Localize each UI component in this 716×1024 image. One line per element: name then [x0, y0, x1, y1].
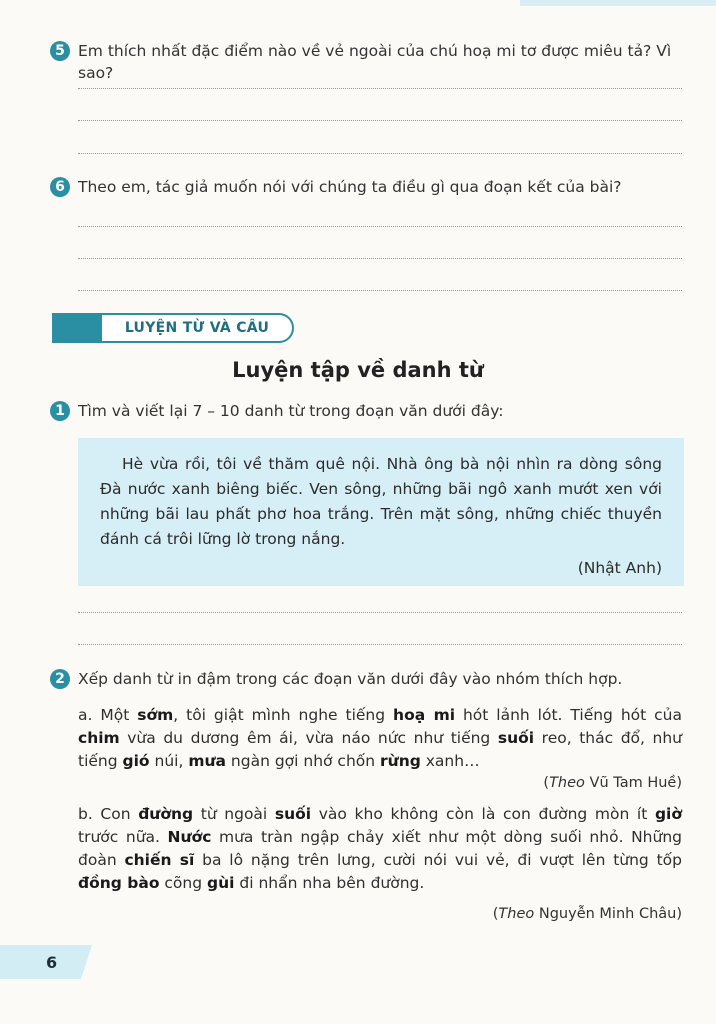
bold-noun: rừng [380, 752, 421, 770]
answer-line[interactable] [78, 153, 682, 154]
bold-noun: chim [78, 729, 120, 747]
bold-noun: Nước [167, 828, 212, 846]
question-6 [50, 176, 686, 198]
section-banner [52, 313, 296, 343]
question-6-number-badge: 6 [50, 177, 70, 197]
passage-author: (Nhật Anh) [577, 559, 662, 577]
answer-line[interactable] [78, 226, 682, 227]
paragraph-b-source: (Theo Nguyễn Minh Châu) [492, 906, 682, 922]
answer-line[interactable] [78, 290, 682, 291]
bold-noun: hoạ mi [393, 706, 456, 724]
question-5-number-badge: 5 [50, 41, 70, 61]
section-banner-accent [52, 313, 102, 343]
question-6-text: Theo em, tác giả muốn nói với chúng ta điều gì qua đoạn kết của bài? [78, 178, 622, 196]
paragraph-a-source: (Theo Vũ Tam Huề) [543, 775, 682, 791]
bold-noun: chiến sĩ [124, 851, 195, 869]
answer-line[interactable] [78, 644, 682, 645]
question-5 [50, 40, 686, 84]
page-number: 6 [46, 953, 58, 972]
answer-line[interactable] [78, 120, 682, 121]
exercise-1-number-badge: 1 [50, 401, 70, 421]
answer-line[interactable] [78, 258, 682, 259]
lesson-title: Luyện tập về danh từ [232, 358, 484, 382]
exercise-1-text: Tìm và viết lại 7 – 10 danh từ trong đoạn văn dưới đây: [78, 402, 504, 420]
bold-noun: đường [138, 805, 194, 823]
question-5-text: Em thích nhất đặc điểm nào về vẻ ngoài của chú hoạ mi tơ được miêu tả? Vì sao? [78, 42, 672, 82]
exercise-2-number-badge: 2 [50, 669, 70, 689]
top-decor-bar [520, 0, 716, 6]
paragraph-b: b. Con đường từ ngoài suối vào kho không còn là con đường mòn ít giờ trước nữa. Nước mưa tràn ngập chảy xiết như một dòng suối nhỏ. Những đoàn chiến sĩ ba lô nặng trên lưng, cười nói vui vẻ, đi vượt lên từng tốp đồng bào cõng gùi đi nhẩn nha bên đường. [78, 805, 683, 892]
bold-noun: sớm [137, 706, 174, 724]
passage-text: Hè vừa rồi, tôi về thăm quê nội. Nhà ông bà nội nhìn ra dòng sông Đà nước xanh biêng biếc. Ven sông, những bãi ngô xanh mướt xen với những bãi lau phất phơ hoa trắng. Trên mặt sông, những chiếc thuyền đánh cá trôi lững lờ trong nắng. [100, 455, 662, 548]
page-number-tab [0, 945, 100, 979]
exercise-2 [50, 668, 686, 690]
bold-noun: gió [122, 752, 150, 770]
bold-noun: suối [274, 805, 312, 823]
reading-passage-box [78, 438, 684, 586]
answer-line[interactable] [78, 612, 682, 613]
exercise-1 [50, 400, 686, 422]
bold-noun: suối [497, 729, 535, 747]
bold-noun: gùi [207, 874, 235, 892]
answer-line[interactable] [78, 88, 682, 89]
bold-noun: mưa [188, 752, 226, 770]
exercise-2-text: Xếp danh từ in đậm trong các đoạn văn dưới đây vào nhóm thích hợp. [78, 670, 623, 688]
section-banner-label: LUYỆN TỪ VÀ CÂU [102, 313, 294, 343]
bold-noun: giờ [654, 805, 683, 823]
paragraph-a: a. Một sớm, tôi giật mình nghe tiếng hoạ mi hót lảnh lót. Tiếng hót của chim vừa du dương êm ái, vừa náo nức như tiếng suối reo, thác đổ, như tiếng gió núi, mưa ngàn gợi nhớ chốn rừng xanh… [78, 706, 683, 770]
bold-noun: đồng bào [78, 874, 160, 892]
